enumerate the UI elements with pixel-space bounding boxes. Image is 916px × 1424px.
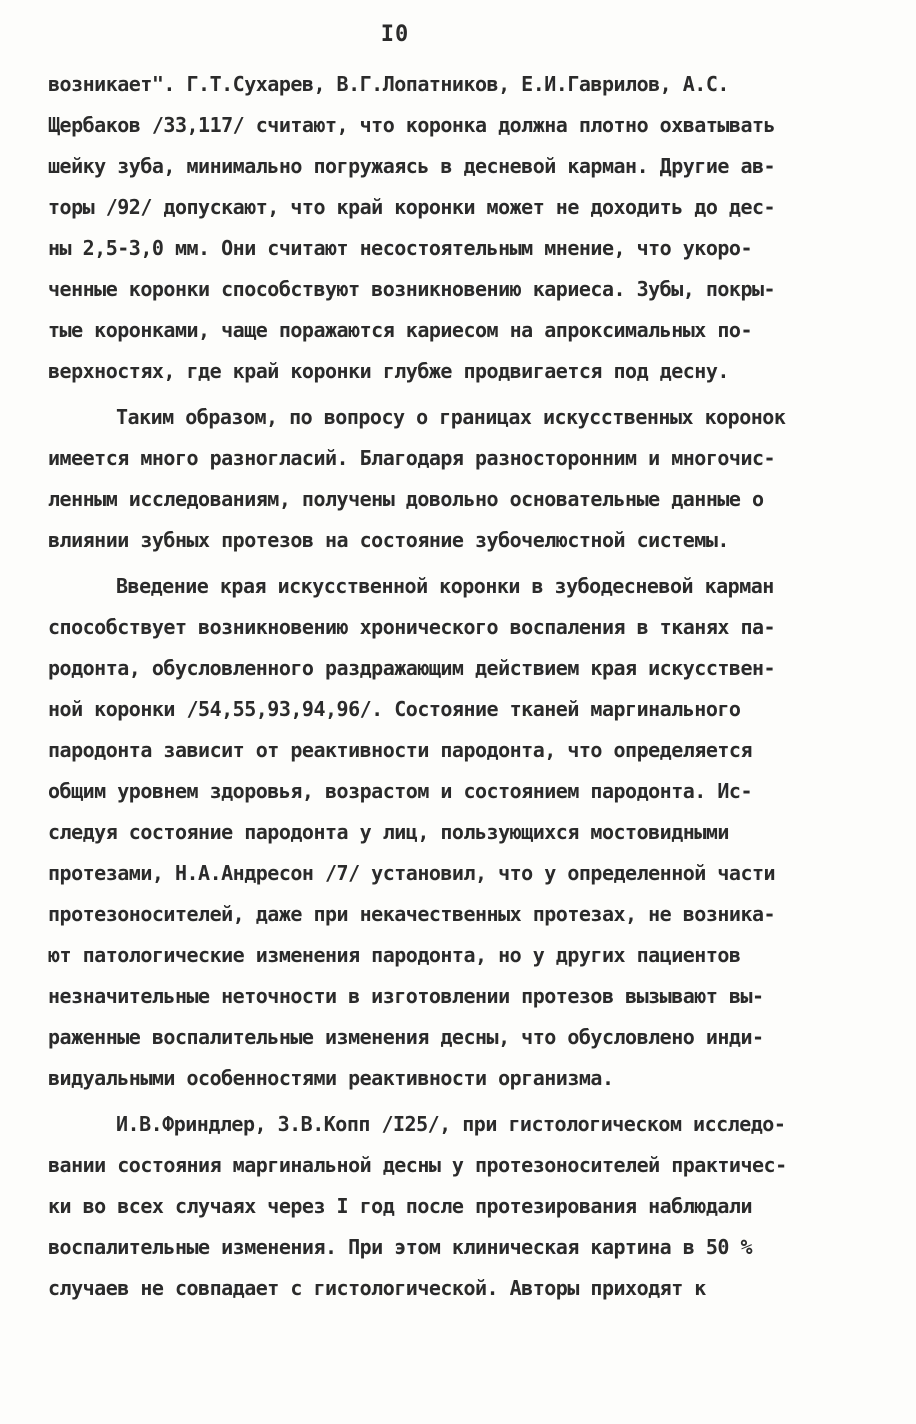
text-line: следуя состояние пародонта у лиц, пользующихся мостовидными — [48, 820, 729, 844]
paragraph-first-line: И.В.Фриндлер, З.В.Копп /I25/, при гистологическом исследо- — [116, 1112, 786, 1136]
text-line: имеется много разногласий. Благодаря разносторонним и многочис- — [48, 446, 776, 470]
text-line: ют патологические изменения пародонта, но у других пациентов — [48, 943, 741, 967]
text-line: шейку зуба, минимально погружаясь в десневой карман. Другие ав- — [48, 154, 776, 178]
paragraph-first-line: Таким образом, по вопросу о границах искусственных коронок — [116, 405, 786, 429]
text-line: вании состояния маргинальной десны у протезоносителей практичес- — [48, 1153, 787, 1177]
text-line: тые коронками, чаще поражаются кариесом на апроксимальных по- — [48, 318, 753, 342]
text-line: протезами, Н.А.Андресон /7/ установил, что у определенной части — [48, 861, 776, 885]
text-line: ной коронки /54,55,93,94,96/. Состояние тканей маргинального — [48, 697, 741, 721]
text-line: торы /92/ допускают, что край коронки может не доходить до дес- — [48, 195, 776, 219]
paragraph-first-line: Введение края искусственной коронки в зубодесневой карман — [116, 574, 774, 598]
text-line: протезоносителей, даже при некачественных протезах, не возника- — [48, 902, 776, 926]
text-line: ки во всех случаях через I год после протезирования наблюдали — [48, 1194, 753, 1218]
text-line: видуальными особенностями реактивности организма. — [48, 1066, 614, 1090]
text-line: раженные воспалительные изменения десны, что обусловлено инди- — [48, 1025, 764, 1049]
text-line: верхностях, где край коронки глубже продвигается под десну. — [48, 359, 729, 383]
text-line: способствует возникновению хронического воспаления в тканях па- — [48, 615, 776, 639]
text-line: ченные коронки способствуют возникновению кариеса. Зубы, покры- — [48, 277, 776, 301]
text-line: пародонта зависит от реактивности пародонта, что определяется — [48, 738, 753, 762]
text-line: влиянии зубных протезов на состояние зубочелюстной системы. — [48, 528, 729, 552]
text-line: случаев не совпадает с гистологической. Авторы приходят к — [48, 1276, 706, 1300]
text-line: Щербаков /33,117/ считают, что коронка должна плотно охватывать — [48, 113, 776, 137]
text-line: родонта, обусловленного раздражающим действием края искусствен- — [48, 656, 776, 680]
text-line: ны 2,5-3,0 мм. Они считают несостоятельным мнение, что укоро- — [48, 236, 753, 260]
text-line: воспалительные изменения. При этом клиническая картина в 50 % — [48, 1235, 753, 1259]
page-number: I0 — [380, 22, 410, 47]
text-line: незначительные неточности в изготовлении протезов вызывают вы- — [48, 984, 764, 1008]
text-line: возникает". Г.Т.Сухарев, В.Г.Лопатников, Е.И.Гаврилов, А.С. — [48, 72, 729, 96]
text-line: ленным исследованиям, получены довольно основательные данные о — [48, 487, 764, 511]
text-line: общим уровнем здоровья, возрастом и состоянием пародонта. Ис- — [48, 779, 753, 803]
